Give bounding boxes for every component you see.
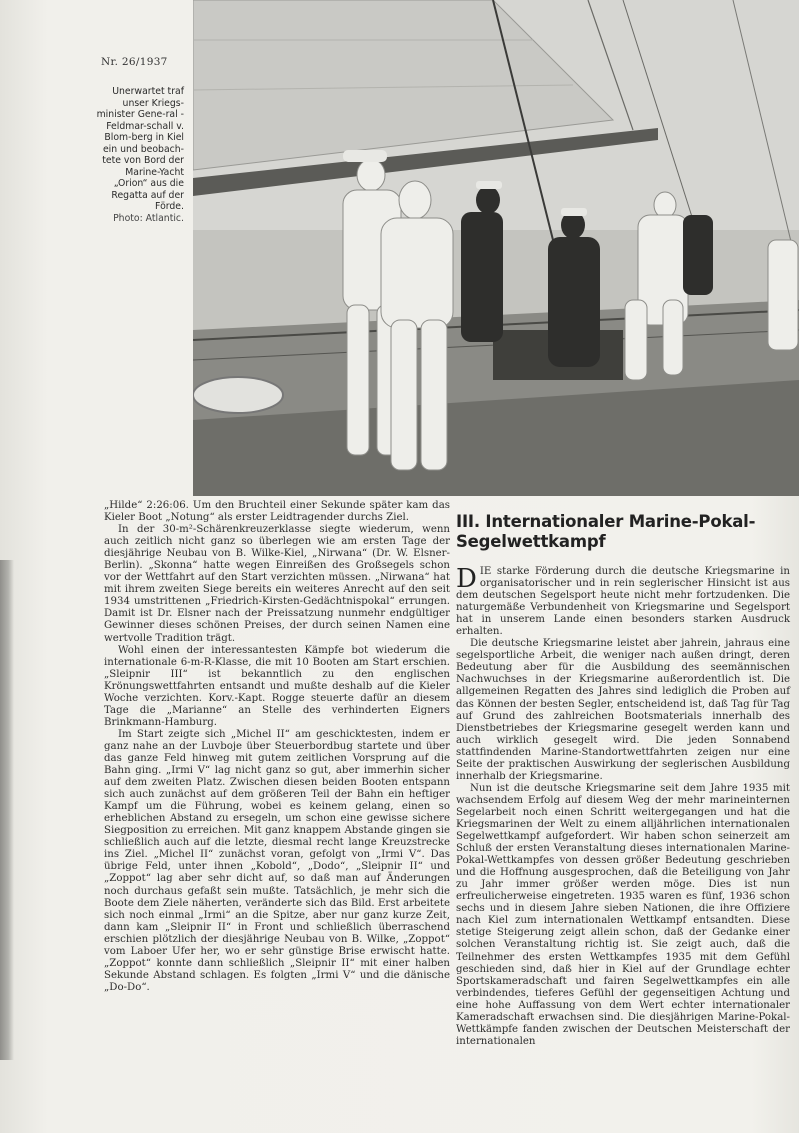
binding-shadow xyxy=(0,560,14,1060)
lead-text: IE starke Förderung durch die deutsche Kriegsmarine in organisatorischer und in rein seglerischer Hinsicht ist aus dem deutschen Segelsport heute nicht mehr fortzudenken. Die naturgemäße Verbundenheit von Kriegsmarine und Segelsport hat in unserem Lande einen besonders starken Ausdruck erhalten. xyxy=(456,566,790,638)
caption-text: Unerwartet traf unser Kriegs-minister Gene-ral - Feldmar-schall v. Blom-berg in Kiel ein und beobach-tete von Bord der Marine-Yacht „Orion“ aus die Regatta auf der Förde. xyxy=(96,86,184,212)
issue-number: Nr. 26/1937 xyxy=(101,56,168,68)
article-body xyxy=(456,566,790,1048)
yacht-photo-illustration xyxy=(193,0,799,496)
article-heading: III. Internationaler Marine-Pokal-Segelwettkampf xyxy=(456,512,756,551)
photo-credit: Photo: Atlantic. xyxy=(113,212,184,224)
right-text-column xyxy=(456,512,790,1048)
paragraph: Im Start zeigte sich „Michel II“ am geschicktesten, indem er ganz nahe an der Luvboje über Steuerbordbug startete und über das ganze Feld hinweg mit gutem zeitlichen Vorsprung auf die Bahn ging. „Irmi V“ lag nicht ganz so gut, aber immerhin sicher auf dem zweiten Platz. Zwischen diesen beiden Booten entspann sich auch zunächst auf dem größeren Teil der Bahn ein heftiger Kampf um die Führung, wobei es keinem gelang, einen so erheblichen Abstand zu ersegeln, um schon eine gewisse sichere Siegposition zu erreichen. Mit ganz knappem Abstande gingen sie schließlich auch auf die letzte, diesmal recht lange Kreuzstrecke ins Ziel. „Michel II“ zunächst voran, gefolgt von „Irmi V“. Das übrige Feld, unter ihnen „Kobold“, „Dodo“, „Sleipnir II“ und „Zoppot“ lag aber sehr dicht auf, so daß man auf Änderungen noch durchaus gefaßt sein mußte. Tatsächlich, je mehr sich die Boote dem Ziele näherten, veränderte sich das Bild. Erst arbeitete sich noch einmal „Irmi“ an die Spitze, aber nur ganz kurze Zeit, dann kam „Sleipnir II“ in Front und schließlich überraschend erschien plötzlich der diesjährige Neubau von B. Wilke, „Zoppot“ vom Laboer Ufer her, wo er sehr günstige Brise erwischt hatte. „Zoppot“ konnte dann schließlich „Sleipnir II“ mit einer halben Sekunde Abstand schlagen. Es folgten „Irmi V“ und die dänische „Do-Do“. xyxy=(104,728,450,993)
photo-caption xyxy=(92,86,184,224)
paragraph: Wohl einen der interessantesten Kämpfe bot wiederum die internationale 6-m-R-Klasse, die mit 10 Booten am Start erschien. „Sleipnir III“ ist bekanntlich zu den englischen Krönungswettfahrten entsandt und mußte deshalb auf die Kieler Woche verzichten. Korv.-Kapt. Rogge steuerte dafür an diesem Tage die „Marianne“ an Stelle des verhinderten Eigners Brinkmann-Hamburg. xyxy=(104,644,450,728)
left-text-column xyxy=(104,500,450,994)
paragraph: Nun ist die deutsche Kriegsmarine seit dem Jahre 1935 mit wachsendem Erfolg auf diesem Weg der mehr marineinternen Segelarbeit noch einen Schritt weitergegangen und hat die Kriegsmarinen der Welt zu einem alljährlichen internationalen Segelwettkampf aufgefordert. Wir haben schon seinerzeit am Schluß der ersten Veranstaltung dieses internationalen Marine-Pokal-Wettkampfes von dessen größer Bedeutung geschrieben und die Hoffnung ausgesprochen, daß die Beteiligung von Jahr zu Jahr immer größer werden möge. Dies ist nun erfreulicherweise eingetreten. 1935 waren es fünf, 1936 schon sechs und in diesem Jahre sieben Nationen, die ihre Offiziere nach Kiel zum internationalen Wettkampf entsandten. Diese stetige Steigerung zeigt allein schon, daß der Gedanke einer solchen Veranstaltung richtig ist. Sie zeigt auch, daß die Teilnehmer des ersten Wettkampfes 1935 mit dem Gefühl geschieden sind, daß hier in Kiel auf der Grundlage echter Sportskameradschaft und fairen Segelwettkampfes ein alle verbindendes, tieferes Gefühl der gegenseitigen Achtung und eine hohe Auffassung von dem Wert echter internationaler Kameradschaft erwachsen sind. Die diesjährigen Marine-Pokal-Wettkämpfe fanden zwischen der Deutschen Meisterschaft der internationalen xyxy=(456,782,790,1047)
paragraph: „Hilde“ 2:26:06. Um den Bruchteil einer Sekunde später kam das Kieler Boot „Notung“ als erster Leidtragender durchs Ziel. xyxy=(104,500,450,524)
paragraph: In der 30-m²-Schärenkreuzerklasse siegte wiederum, wenn auch zeitlich nicht ganz so überlegen wie am ersten Tage der diesjährige Neubau von B. Wilke-Kiel, „Nirwana“ (Dr. W. Elsner-Berlin). „Skonna“ hatte wegen Einreißen des Großsegels schon vor der Wettfahrt auf den Start verzichten müssen. „Nirwana“ hat mit ihrem zweiten Siege bereits ein weiteres Anrecht auf den seit 1934 umstrittenen „Friedrich-Kirsten-Gedächtnispokal“ errungen. Damit ist Dr. Elsner nach der Preissatzung nunmehr endgültiger Gewinner dieses schönen Preises, der durch seinen Namen eine wertvolle Tradition trägt. xyxy=(104,524,450,644)
paragraph: Die deutsche Kriegsmarine leistet aber jahrein, jahraus eine segelsportliche Arbeit, die weniger nach außen dringt, deren Bedeutung aber für die Ausbildung des seemännischen Nachwuchses in der Kriegsmarine außerordentlich ist. Die allgemeinen Regatten des Jahres sind lediglich die Proben auf das Können der besten Segler, entscheidend ist, daß Tag für Tag auf Grund des zahlreichen Bootsmaterials innerhalb des Dienstbetriebes der Kriegsmarine gesegelt werden kann und auch wirklich gesegelt wird. Die jeden Sonnabend stattfindenden Marine-Standortwettfahrten zeigen nur eine Seite der praktischen Auswirkung der seglerischen Ausbildung innerhalb der Kriegsmarine. xyxy=(456,638,790,782)
drop-cap: D xyxy=(456,564,477,594)
yacht-photo xyxy=(193,0,799,496)
lead-paragraph xyxy=(456,566,790,638)
